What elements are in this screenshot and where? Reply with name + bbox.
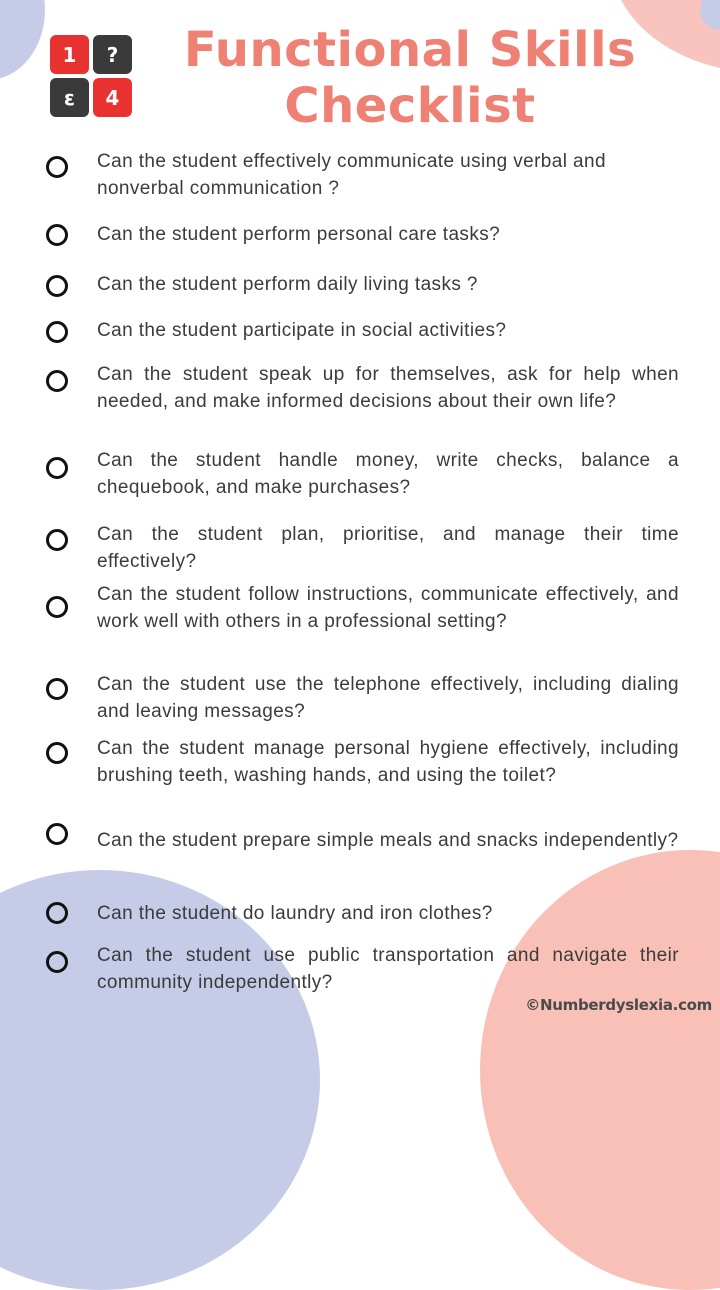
checkbox-circle-icon[interactable] <box>46 224 68 246</box>
checklist-item-text: Can the student do laundry and iron clothes? <box>97 903 493 924</box>
numberdyslexia-logo <box>50 35 132 117</box>
title-line-2: Checklist <box>284 78 536 134</box>
checklist-item-text: Can the student participate in social activities? <box>97 320 507 341</box>
checkbox-circle-icon[interactable] <box>46 596 68 618</box>
checkbox-circle-icon[interactable] <box>46 742 68 764</box>
checklist-item-text: Can the student effectively communicate using verbal and nonverbal communication ? <box>97 151 606 199</box>
logo-tile-question: ? <box>93 35 132 74</box>
checklist-item-text: Can the student handle money, write checks, balance a chequebook, and make purchases? <box>97 450 679 498</box>
checkbox-circle-icon[interactable] <box>46 275 68 297</box>
decorative-blob-blue-top-left <box>0 0 45 80</box>
checklist-item-text: Can the student manage personal hygiene effectively, including brushing teeth, washing hands, and using the toilet? <box>97 738 679 786</box>
checklist-item-text: Can the student prepare simple meals and snacks independently? <box>97 830 679 851</box>
checkbox-circle-icon[interactable] <box>46 321 68 343</box>
checkbox-circle-icon[interactable] <box>46 156 68 178</box>
logo-tile-4: 4 <box>93 78 132 117</box>
checkbox-circle-icon[interactable] <box>46 529 68 551</box>
checklist-item-text: Can the student use public transportation and navigate their community independently? <box>97 945 679 993</box>
logo-tile-1: 1 <box>50 35 89 74</box>
checklist-item-text: Can the student follow instructions, communicate effectively, and work well with others in a professional setting? <box>97 584 679 632</box>
decorative-blob-blue-bottom-left <box>0 870 320 1290</box>
checkbox-circle-icon[interactable] <box>46 370 68 392</box>
checklist-item-text: Can the student speak up for themselves, ask for help when needed, and make informed decisions about their own life? <box>97 364 679 412</box>
checklist-item-text: Can the student use the telephone effectively, including dialing and leaving messages? <box>97 674 679 722</box>
page-title <box>160 22 660 134</box>
checklist-item-text: Can the student perform personal care tasks? <box>97 224 501 245</box>
checkbox-circle-icon[interactable] <box>46 678 68 700</box>
checkbox-circle-icon[interactable] <box>46 823 68 845</box>
title-line-1: Functional Skills <box>183 22 637 78</box>
logo-tile-epsilon: ε <box>50 78 89 117</box>
checklist-item-text: Can the student plan, prioritise, and manage their time effectively? <box>97 524 679 572</box>
checkbox-circle-icon[interactable] <box>46 951 68 973</box>
checkbox-circle-icon[interactable] <box>46 902 68 924</box>
copyright-notice: ©Numberdyslexia.com <box>525 996 712 1014</box>
checklist-item-text: Can the student perform daily living tasks ? <box>97 274 478 295</box>
checkbox-circle-icon[interactable] <box>46 457 68 479</box>
